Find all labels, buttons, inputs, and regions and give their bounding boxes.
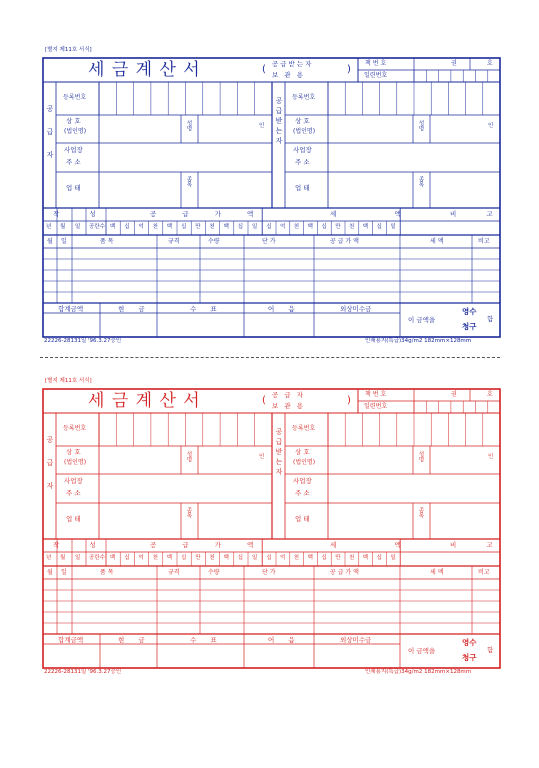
amount-digit-label: 천: [209, 224, 215, 230]
kwon-label: 권: [451, 60, 457, 67]
amount-digit-label: 일: [252, 555, 258, 561]
invoice-title: 세 금 계 산 서: [88, 60, 201, 80]
item-header-label: 품 목: [100, 238, 114, 245]
credit-label: 외상미수금: [340, 305, 372, 313]
amount-digit-label: 억: [138, 224, 144, 230]
date-col-label: 일: [75, 224, 81, 230]
tax-invoice-blue-copy: [0, 45, 539, 345]
amount-digit-label: 일: [252, 224, 258, 230]
date-col-label: 공란수: [89, 224, 105, 230]
retention-label: 보 관 용: [272, 71, 305, 79]
check-label: 수 표: [190, 636, 223, 644]
supplier-corp-label: (법인명): [64, 459, 87, 466]
amount-digit-label: 백: [223, 224, 229, 230]
tax-digit-label: 십: [376, 224, 382, 230]
receipt-ham: 함: [487, 315, 494, 323]
supplier-seal-label: 인: [259, 123, 265, 129]
item-header-label: 공 급 가 액: [330, 238, 359, 245]
date-col-label: 년: [46, 555, 52, 561]
receipt-ham: 함: [487, 646, 494, 654]
item-header-label: 단 가: [262, 238, 276, 245]
recipient-reg-no-label: 등록번호: [292, 94, 316, 101]
supplier-corp-label: (법인명): [64, 128, 87, 135]
amount-digit-label: 만: [195, 224, 201, 230]
item-header-label: 세 액: [430, 238, 444, 245]
paren-open-icon: (: [262, 395, 266, 406]
recipient-rep-label: 성명: [417, 451, 424, 462]
supplier-side-label: 공급자: [46, 436, 54, 505]
amount-digit-label: 십: [181, 224, 187, 230]
supplier-address-label-2: 주 소: [66, 158, 81, 166]
date-col-label: 년: [46, 224, 52, 230]
tax-digit-label: 천: [293, 555, 300, 561]
tax-digit-label: 천: [293, 224, 300, 230]
paren-close-icon: ): [347, 64, 351, 75]
item-header-label: 품 목: [100, 569, 114, 576]
date-header: 작 성: [53, 210, 110, 218]
supplier-item-label: 종목: [185, 507, 192, 518]
supplier-side-label: 공급자: [46, 105, 54, 174]
recipient-corp-label: (법인명): [293, 128, 316, 135]
amount-digit-label: 백: [223, 555, 229, 561]
total-amount-label: 합계금액: [58, 305, 84, 313]
recipient-name-label: 상 호: [295, 117, 310, 125]
supplier-name-label: 상 호: [66, 117, 81, 125]
recipient-address-label-2: 주 소: [295, 158, 310, 166]
approval-footer: 22226-28131일 '96.3.27승인: [44, 338, 122, 344]
serial-number-label: 일련번호: [364, 403, 388, 410]
supplier-seal-label: 인: [259, 454, 265, 460]
tax-digit-label: 백: [362, 224, 369, 230]
bill-label: 어 음: [268, 636, 301, 644]
cut-line: [40, 357, 500, 358]
amount-digit-label: 천: [152, 224, 158, 230]
amount-digit-label: 십: [237, 224, 244, 230]
bill-label: 어 음: [268, 305, 301, 313]
ho-label: 호: [487, 391, 493, 398]
supplier-reg-no-label: 등록번호: [63, 425, 87, 432]
item-header-label: 수량: [208, 569, 220, 576]
date-col-label: 월: [60, 224, 66, 230]
item-header-label: 비고: [478, 238, 490, 245]
recipient-rep-label: 성명: [417, 120, 424, 131]
supplier-biz-type-label: 업 태: [66, 515, 81, 523]
tax-digit-label: 만: [335, 555, 341, 561]
paren-open-icon: (: [262, 64, 266, 75]
amount-digit-label: 천: [152, 555, 158, 561]
tax-digit-label: 십: [321, 555, 327, 561]
tax-header: 세 액: [330, 541, 429, 549]
item-header-label: 월: [47, 238, 53, 245]
form-number-label: [별지 제11호 서식]: [45, 47, 92, 53]
item-header-label: 일: [61, 569, 67, 576]
supply-value-header: 공 급 가 액: [150, 541, 266, 549]
form-grid: [0, 45, 539, 345]
item-header-label: 일: [61, 238, 67, 245]
date-col-label: 월: [60, 555, 66, 561]
tax-digit-label: 일: [390, 224, 396, 230]
recipient-copy-label: 공급받는자: [272, 60, 314, 68]
item-header-label: 세 액: [430, 569, 444, 576]
book-number-label: 책 번 호: [365, 391, 387, 398]
note-header: 비 고: [450, 210, 507, 218]
amount-digit-label: 십: [124, 555, 130, 561]
amount-digit-label: 십: [124, 224, 130, 230]
paper-spec-footer: 인쇄용지(특급)34g/m2 182mm×128mm: [365, 669, 472, 675]
recipient-seal-label: 인: [488, 123, 494, 129]
item-header-label: 월: [47, 569, 53, 576]
tax-digit-label: 천: [349, 555, 355, 561]
paper-spec-footer: 인쇄용지(특급)34g/m2 182mm×128mm: [365, 338, 472, 344]
supplier-address-label-1: 사업장: [64, 477, 83, 485]
invoice-title: 세 금 계 산 서: [88, 391, 201, 411]
tax-digit-label: 십: [321, 224, 327, 230]
supplier-reg-no-label: 등록번호: [63, 94, 87, 101]
receipt-option-paid: 영수: [462, 638, 477, 647]
item-header-label: 공 급 가 액: [330, 569, 359, 576]
tax-digit-label: 억: [280, 224, 286, 230]
item-header-label: 수량: [208, 238, 220, 245]
supplier-name-label: 상 호: [66, 448, 81, 456]
tax-digit-label: 백: [307, 224, 313, 230]
amount-digit-label: 백: [166, 555, 173, 561]
amount-digit-label: 백: [110, 555, 116, 561]
ho-label: 호: [487, 60, 493, 67]
total-amount-label: 합계금액: [58, 636, 84, 644]
retention-label: 보 관 용: [272, 402, 305, 410]
date-col-label: 공란수: [89, 555, 105, 561]
tax-digit-label: 만: [335, 224, 341, 230]
supplier-rep-label: 성명: [185, 120, 192, 131]
receipt-option-claim: 청구: [462, 322, 477, 331]
recipient-side-label: 공급받는자: [275, 428, 283, 478]
item-header-label: 규격: [168, 569, 180, 576]
receipt-phrase: 이 금액을: [408, 316, 436, 324]
tax-invoice-red-copy: [0, 376, 539, 676]
form-number-label: [별지 제11호 서식]: [45, 378, 92, 384]
recipient-reg-no-label: 등록번호: [292, 425, 316, 432]
cash-label: 현 금: [118, 305, 151, 313]
supplier-biz-type-label: 업 태: [66, 184, 81, 192]
tax-digit-label: 일: [390, 555, 396, 561]
form-grid: [0, 376, 539, 676]
recipient-copy-label: 공 급 자: [272, 391, 305, 399]
recipient-biz-type-label: 업 태: [295, 515, 310, 523]
supplier-address-label-2: 주 소: [66, 489, 81, 497]
recipient-seal-label: 인: [488, 454, 494, 460]
tax-digit-label: 십: [266, 224, 272, 230]
receipt-option-paid: 영수: [462, 307, 477, 316]
supply-value-header: 공 급 가 액: [150, 210, 266, 218]
tax-header: 세 액: [330, 210, 429, 218]
serial-number-label: 일련번호: [364, 72, 388, 79]
tax-digit-label: 백: [362, 555, 369, 561]
item-header-label: 규격: [168, 238, 180, 245]
recipient-biz-type-label: 업 태: [295, 184, 310, 192]
amount-digit-label: 십: [237, 555, 244, 561]
credit-label: 외상미수금: [340, 636, 372, 644]
approval-footer: 22226-28131일 '96.3.27승인: [44, 669, 122, 675]
recipient-corp-label: (법인명): [293, 459, 316, 466]
supplier-rep-label: 성명: [185, 451, 192, 462]
amount-digit-label: 억: [138, 555, 144, 561]
recipient-address-label-2: 주 소: [295, 489, 310, 497]
tax-digit-label: 천: [349, 224, 355, 230]
note-header: 비 고: [450, 541, 507, 549]
recipient-address-label-1: 사업장: [293, 146, 312, 154]
recipient-address-label-1: 사업장: [293, 477, 312, 485]
recipient-item-label: 종목: [417, 176, 424, 187]
amount-digit-label: 십: [181, 555, 187, 561]
supplier-address-label-1: 사업장: [64, 146, 83, 154]
date-col-label: 일: [75, 555, 81, 561]
recipient-name-label: 상 호: [295, 448, 310, 456]
cash-label: 현 금: [118, 636, 151, 644]
receipt-phrase: 이 금액을: [408, 647, 436, 655]
date-header: 작 성: [53, 541, 110, 549]
tax-digit-label: 억: [280, 555, 286, 561]
amount-digit-label: 백: [110, 224, 116, 230]
tax-digit-label: 백: [307, 555, 313, 561]
tax-digit-label: 십: [266, 555, 272, 561]
item-header-label: 비고: [478, 569, 490, 576]
supplier-item-label: 종목: [185, 176, 192, 187]
receipt-option-claim: 청구: [462, 653, 477, 662]
amount-digit-label: 천: [209, 555, 215, 561]
tax-digit-label: 십: [376, 555, 382, 561]
recipient-side-label: 공급받는자: [275, 97, 283, 147]
check-label: 수 표: [190, 305, 223, 313]
kwon-label: 권: [451, 391, 457, 398]
item-header-label: 단 가: [262, 569, 276, 576]
recipient-item-label: 종목: [417, 507, 424, 518]
amount-digit-label: 백: [166, 224, 173, 230]
paren-close-icon: ): [347, 395, 351, 406]
amount-digit-label: 만: [195, 555, 201, 561]
book-number-label: 책 번 호: [365, 60, 387, 67]
